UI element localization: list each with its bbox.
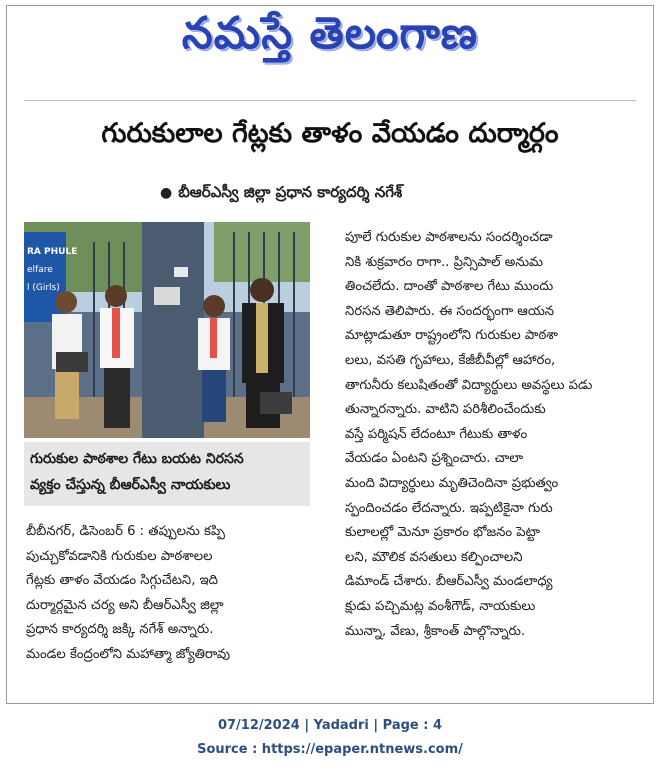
body-line: స్పందించడం లేదన్నారు. ఇప్పటికైనా గురు [345,500,553,516]
body-line: మాట్లాడుతూ రాష్ట్రంలోని గురుకుల పాఠశా [345,328,558,344]
body-line: తున్నారన్నారు. వాటిని పరిశీలించేందుకు [345,402,546,418]
body-line: డిమాండ్ చేశారు. బీఆర్ఎస్వీ మండలాధ్య [345,574,553,590]
body-line: తాగునీరు కలుషితంతో విద్యార్థులు అవస్థలు పడు [345,377,593,393]
footer-source: Source : https://epaper.ntnews.com/ [197,742,463,757]
body-line: తించలేదు. దాంతో పాఠశాల గేటు ముందు [345,279,554,295]
body-line: గేట్లకు తాళం వేయడం సిగ్గుచేటని, ఇది [26,573,218,589]
body-line: కులాలల్లో మెనూ ప్రకారం భోజనం పెట్టా [345,525,541,541]
body-line: నిరసన తెలిపారు. ఈ సందర్భంగా ఆయన [345,303,555,319]
sign-line-2: elfare [27,265,53,275]
body-line: మంది విద్యార్థులు మృతిచెందినా ప్రభుత్వం [345,475,559,491]
article-body-left-column [26,520,316,668]
body-line: మున్నా, వేణు, శ్రీకాంత్ పాల్గొన్నారు. [345,623,526,639]
body-line: దుర్మార్గమైన చర్య అని బీఆర్ఎస్వీ జిల్లా [26,597,224,613]
article-headline: గురుకులాల గేట్లకు తాళం వేయడం దుర్మార్గం [101,118,559,149]
body-line: మండల కేంద్రంలోని మహాత్మా జ్యోతిరావు [26,646,231,662]
sign-line-1: RA PHULE [27,247,78,257]
footer-edition-info: 07/12/2024 | Yadadri | Page : 4 [217,718,443,733]
body-line: వేయడం ఏంటని ప్రశ్నించారు. చాలా [345,451,524,467]
body-line: నికి శుక్రవారం రాగా.. ప్రిన్సిపాల్ అనుమ [345,254,544,270]
caption-line: గురుకుల పాఠశాల గేటు బయట నిరసన [30,451,244,467]
bullet-icon: ● [160,185,173,201]
body-line: లని, మౌలిక వసతులు కల్పించాలని [345,549,523,565]
article-photo [24,222,310,438]
body-line: ప్రధాన కార్యదర్శి జక్కి నగేశ్ అన్నారు. [26,622,214,638]
newspaper-masthead: నమస్తే తెలంగాణ [181,8,479,59]
body-line: పుచ్చుకోవడానికి గురుకుల పాఠశాలల [26,548,213,564]
body-line: బీబీనగర్, డిసెంబర్ 6 : తప్పులను కప్పి [26,524,226,539]
sign-line-3: l (Girls) [27,283,60,293]
subheadline-text: బీఆర్ఎస్వీ జిల్లా ప్రధాన కార్యదర్శి నగేశ్ [178,183,403,201]
body-line: క్షుడు పచ్చిమట్ల వంశీగౌడ్, నాయకులు [345,598,536,614]
photo-caption [24,442,310,506]
body-line: లలు, వసతి గృహాలు, కేజీబీవీల్లో ఆహారం, [345,352,556,368]
caption-line: వ్యక్తం చేస్తున్న బీఆర్ఎస్వీ నాయకులు [30,477,231,493]
article-body-right-column [345,226,641,644]
masthead-divider [24,100,636,101]
body-line: వస్తే పర్మిషన్ లేదంటూ గేటుకు తాళం [345,426,528,442]
body-line: పూలే గురుకుల పాఠశాలను సందర్శించడా [345,230,553,245]
article-subheadline [160,183,640,205]
